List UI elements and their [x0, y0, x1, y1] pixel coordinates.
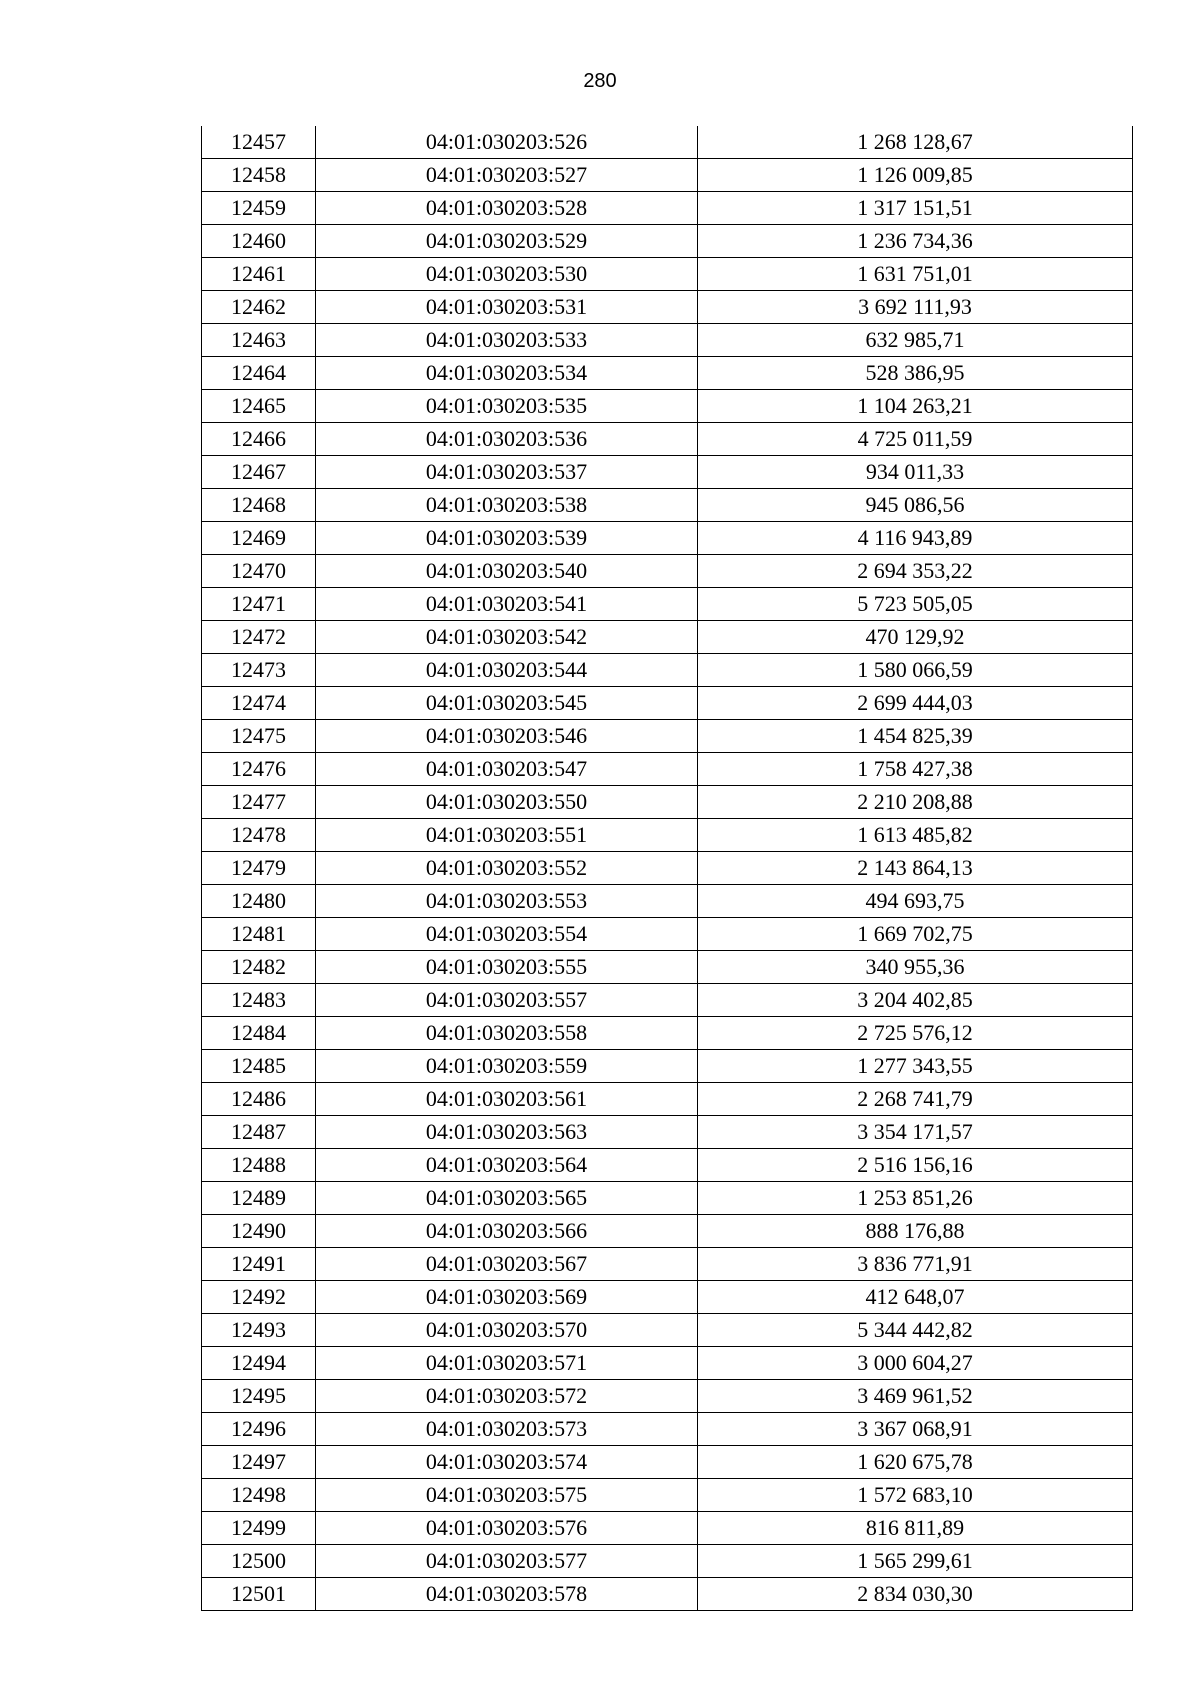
cadastral-number-cell: 04:01:030203:526 — [316, 126, 698, 159]
cadastral-number-cell: 04:01:030203:559 — [316, 1050, 698, 1083]
table-row — [202, 1347, 1133, 1380]
table-row — [202, 885, 1133, 918]
row-number-cell: 12492 — [202, 1281, 316, 1314]
table-row — [202, 654, 1133, 687]
cadastral-value-cell: 2 725 576,12 — [698, 1017, 1133, 1050]
cadastral-value-cell: 5 344 442,82 — [698, 1314, 1133, 1347]
row-number-cell: 12485 — [202, 1050, 316, 1083]
cadastral-value-cell: 1 236 734,36 — [698, 225, 1133, 258]
cadastral-value-cell: 888 176,88 — [698, 1215, 1133, 1248]
row-number-cell: 12486 — [202, 1083, 316, 1116]
row-number-cell: 12480 — [202, 885, 316, 918]
page-number: 280 — [583, 70, 617, 92]
table-row — [202, 456, 1133, 489]
row-number-cell: 12464 — [202, 357, 316, 390]
table-row — [202, 390, 1133, 423]
row-number-cell: 12475 — [202, 720, 316, 753]
row-number-cell: 12498 — [202, 1479, 316, 1512]
cadastral-value-cell: 2 143 864,13 — [698, 852, 1133, 885]
cadastral-number-cell: 04:01:030203:574 — [316, 1446, 698, 1479]
cadastral-value-cell: 1 277 343,55 — [698, 1050, 1133, 1083]
cadastral-value-cell: 1 669 702,75 — [698, 918, 1133, 951]
table-row — [202, 1116, 1133, 1149]
row-number-cell: 12458 — [202, 159, 316, 192]
cadastral-number-cell: 04:01:030203:544 — [316, 654, 698, 687]
row-number-cell: 12461 — [202, 258, 316, 291]
cadastral-number-cell: 04:01:030203:553 — [316, 885, 698, 918]
cadastral-number-cell: 04:01:030203:545 — [316, 687, 698, 720]
cadastral-number-cell: 04:01:030203:533 — [316, 324, 698, 357]
cadastral-number-cell: 04:01:030203:554 — [316, 918, 698, 951]
cadastral-number-cell: 04:01:030203:577 — [316, 1545, 698, 1578]
table-row — [202, 159, 1133, 192]
row-number-cell: 12471 — [202, 588, 316, 621]
cadastral-value-cell: 816 811,89 — [698, 1512, 1133, 1545]
cadastral-value-cell: 2 268 741,79 — [698, 1083, 1133, 1116]
table-row — [202, 1149, 1133, 1182]
table-row — [202, 1017, 1133, 1050]
cadastral-value-cell: 1 758 427,38 — [698, 753, 1133, 786]
table-row — [202, 1512, 1133, 1545]
table-row — [202, 1182, 1133, 1215]
row-number-cell: 12481 — [202, 918, 316, 951]
table-body — [202, 126, 1133, 1611]
row-number-cell: 12487 — [202, 1116, 316, 1149]
row-number-cell: 12496 — [202, 1413, 316, 1446]
row-number-cell: 12457 — [202, 126, 316, 159]
cadastral-value-cell: 3 354 171,57 — [698, 1116, 1133, 1149]
cadastral-value-table — [201, 126, 1133, 1611]
row-number-cell: 12488 — [202, 1149, 316, 1182]
cadastral-value-cell: 934 011,33 — [698, 456, 1133, 489]
cadastral-value-cell: 1 613 485,82 — [698, 819, 1133, 852]
row-number-cell: 12474 — [202, 687, 316, 720]
cadastral-number-cell: 04:01:030203:565 — [316, 1182, 698, 1215]
cadastral-value-cell: 1 454 825,39 — [698, 720, 1133, 753]
row-number-cell: 12468 — [202, 489, 316, 522]
cadastral-number-cell: 04:01:030203:571 — [316, 1347, 698, 1380]
cadastral-number-cell: 04:01:030203:551 — [316, 819, 698, 852]
cadastral-number-cell: 04:01:030203:547 — [316, 753, 698, 786]
row-number-cell: 12459 — [202, 192, 316, 225]
row-number-cell: 12500 — [202, 1545, 316, 1578]
row-number-cell: 12495 — [202, 1380, 316, 1413]
table-row — [202, 225, 1133, 258]
cadastral-number-cell: 04:01:030203:566 — [316, 1215, 698, 1248]
cadastral-number-cell: 04:01:030203:542 — [316, 621, 698, 654]
row-number-cell: 12462 — [202, 291, 316, 324]
table-row — [202, 1083, 1133, 1116]
row-number-cell: 12460 — [202, 225, 316, 258]
cadastral-number-cell: 04:01:030203:575 — [316, 1479, 698, 1512]
cadastral-number-cell: 04:01:030203:536 — [316, 423, 698, 456]
table-row — [202, 324, 1133, 357]
cadastral-number-cell: 04:01:030203:539 — [316, 522, 698, 555]
cadastral-number-cell: 04:01:030203:564 — [316, 1149, 698, 1182]
cadastral-number-cell: 04:01:030203:557 — [316, 984, 698, 1017]
table-row — [202, 819, 1133, 852]
cadastral-value-cell: 2 516 156,16 — [698, 1149, 1133, 1182]
cadastral-value-cell: 1 317 151,51 — [698, 192, 1133, 225]
cadastral-number-cell: 04:01:030203:538 — [316, 489, 698, 522]
cadastral-number-cell: 04:01:030203:534 — [316, 357, 698, 390]
cadastral-value-cell: 1 572 683,10 — [698, 1479, 1133, 1512]
table-row — [202, 1248, 1133, 1281]
cadastral-number-cell: 04:01:030203:573 — [316, 1413, 698, 1446]
table-row — [202, 588, 1133, 621]
cadastral-value-cell: 1 580 066,59 — [698, 654, 1133, 687]
row-number-cell: 12491 — [202, 1248, 316, 1281]
table-row — [202, 1380, 1133, 1413]
cadastral-value-cell: 5 723 505,05 — [698, 588, 1133, 621]
row-number-cell: 12490 — [202, 1215, 316, 1248]
table-row — [202, 1413, 1133, 1446]
table-row — [202, 852, 1133, 885]
table-row — [202, 918, 1133, 951]
row-number-cell: 12466 — [202, 423, 316, 456]
cadastral-value-cell: 2 699 444,03 — [698, 687, 1133, 720]
cadastral-number-cell: 04:01:030203:540 — [316, 555, 698, 588]
table-row — [202, 126, 1133, 159]
cadastral-number-cell: 04:01:030203:552 — [316, 852, 698, 885]
cadastral-number-cell: 04:01:030203:576 — [316, 1512, 698, 1545]
table-row — [202, 951, 1133, 984]
table-row — [202, 753, 1133, 786]
cadastral-value-cell: 2 210 208,88 — [698, 786, 1133, 819]
table-row — [202, 1479, 1133, 1512]
table-row — [202, 687, 1133, 720]
row-number-cell: 12473 — [202, 654, 316, 687]
row-number-cell: 12497 — [202, 1446, 316, 1479]
cadastral-value-cell: 1 565 299,61 — [698, 1545, 1133, 1578]
cadastral-number-cell: 04:01:030203:528 — [316, 192, 698, 225]
table-row — [202, 555, 1133, 588]
cadastral-value-cell: 632 985,71 — [698, 324, 1133, 357]
cadastral-value-cell: 3 000 604,27 — [698, 1347, 1133, 1380]
cadastral-value-cell: 1 631 751,01 — [698, 258, 1133, 291]
cadastral-value-cell: 3 692 111,93 — [698, 291, 1133, 324]
table-row — [202, 720, 1133, 753]
cadastral-number-cell: 04:01:030203:567 — [316, 1248, 698, 1281]
row-number-cell: 12478 — [202, 819, 316, 852]
table-row — [202, 291, 1133, 324]
cadastral-number-cell: 04:01:030203:527 — [316, 159, 698, 192]
cadastral-number-cell: 04:01:030203:572 — [316, 1380, 698, 1413]
table-row — [202, 1215, 1133, 1248]
cadastral-number-cell: 04:01:030203:570 — [316, 1314, 698, 1347]
table-row — [202, 621, 1133, 654]
cadastral-number-cell: 04:01:030203:541 — [316, 588, 698, 621]
cadastral-value-cell: 4 725 011,59 — [698, 423, 1133, 456]
table-row — [202, 1578, 1133, 1611]
row-number-cell: 12482 — [202, 951, 316, 984]
table-row — [202, 1050, 1133, 1083]
table-row — [202, 786, 1133, 819]
row-number-cell: 12493 — [202, 1314, 316, 1347]
cadastral-value-cell: 528 386,95 — [698, 357, 1133, 390]
row-number-cell: 12477 — [202, 786, 316, 819]
cadastral-value-cell: 412 648,07 — [698, 1281, 1133, 1314]
cadastral-number-cell: 04:01:030203:561 — [316, 1083, 698, 1116]
table-row — [202, 1545, 1133, 1578]
row-number-cell: 12472 — [202, 621, 316, 654]
table-row — [202, 1446, 1133, 1479]
cadastral-value-cell: 3 469 961,52 — [698, 1380, 1133, 1413]
cadastral-value-cell: 4 116 943,89 — [698, 522, 1133, 555]
cadastral-value-cell: 3 204 402,85 — [698, 984, 1133, 1017]
table-row — [202, 423, 1133, 456]
cadastral-number-cell: 04:01:030203:555 — [316, 951, 698, 984]
table-row — [202, 984, 1133, 1017]
cadastral-number-cell: 04:01:030203:578 — [316, 1578, 698, 1611]
cadastral-number-cell: 04:01:030203:531 — [316, 291, 698, 324]
table-row — [202, 258, 1133, 291]
cadastral-value-cell: 3 836 771,91 — [698, 1248, 1133, 1281]
table-row — [202, 522, 1133, 555]
cadastral-number-cell: 04:01:030203:546 — [316, 720, 698, 753]
cadastral-number-cell: 04:01:030203:537 — [316, 456, 698, 489]
cadastral-value-cell: 1 268 128,67 — [698, 126, 1133, 159]
cadastral-number-cell: 04:01:030203:569 — [316, 1281, 698, 1314]
cadastral-number-cell: 04:01:030203:550 — [316, 786, 698, 819]
cadastral-value-cell: 3 367 068,91 — [698, 1413, 1133, 1446]
table-row — [202, 192, 1133, 225]
table-row — [202, 357, 1133, 390]
table-row — [202, 1314, 1133, 1347]
cadastral-value-cell: 1 126 009,85 — [698, 159, 1133, 192]
row-number-cell: 12489 — [202, 1182, 316, 1215]
cadastral-number-cell: 04:01:030203:558 — [316, 1017, 698, 1050]
cadastral-value-cell: 2 694 353,22 — [698, 555, 1133, 588]
row-number-cell: 12463 — [202, 324, 316, 357]
row-number-cell: 12476 — [202, 753, 316, 786]
cadastral-number-cell: 04:01:030203:530 — [316, 258, 698, 291]
row-number-cell: 12484 — [202, 1017, 316, 1050]
cadastral-number-cell: 04:01:030203:535 — [316, 390, 698, 423]
row-number-cell: 12479 — [202, 852, 316, 885]
cadastral-value-cell: 494 693,75 — [698, 885, 1133, 918]
row-number-cell: 12465 — [202, 390, 316, 423]
row-number-cell: 12499 — [202, 1512, 316, 1545]
row-number-cell: 12469 — [202, 522, 316, 555]
cadastral-value-cell: 945 086,56 — [698, 489, 1133, 522]
row-number-cell: 12494 — [202, 1347, 316, 1380]
cadastral-value-cell: 1 620 675,78 — [698, 1446, 1133, 1479]
cadastral-value-cell: 470 129,92 — [698, 621, 1133, 654]
row-number-cell: 12470 — [202, 555, 316, 588]
cadastral-number-cell: 04:01:030203:563 — [316, 1116, 698, 1149]
row-number-cell: 12483 — [202, 984, 316, 1017]
cadastral-value-cell: 1 104 263,21 — [698, 390, 1133, 423]
row-number-cell: 12467 — [202, 456, 316, 489]
cadastral-value-cell: 2 834 030,30 — [698, 1578, 1133, 1611]
table-row — [202, 1281, 1133, 1314]
cadastral-value-cell: 340 955,36 — [698, 951, 1133, 984]
table-row — [202, 489, 1133, 522]
row-number-cell: 12501 — [202, 1578, 316, 1611]
cadastral-number-cell: 04:01:030203:529 — [316, 225, 698, 258]
cadastral-value-cell: 1 253 851,26 — [698, 1182, 1133, 1215]
